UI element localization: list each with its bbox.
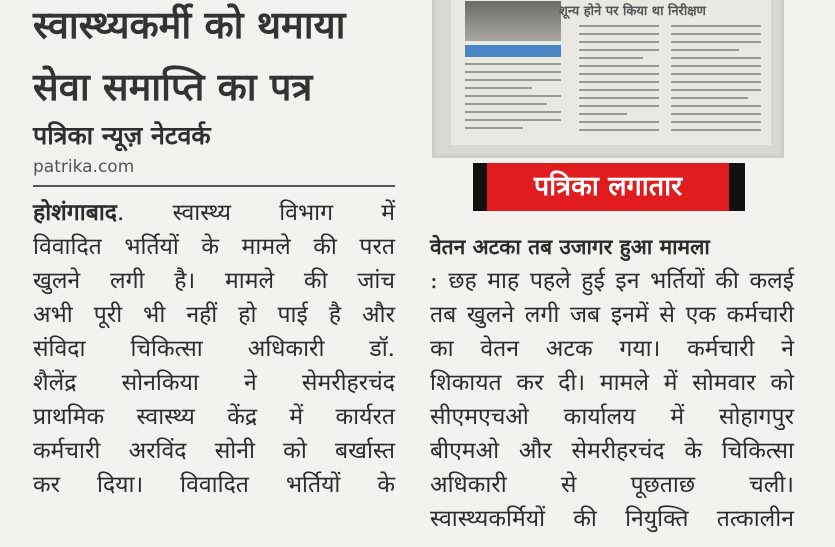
text-line: अधिकारी से पूछताछ चली। [430, 472, 794, 498]
subheading: वेतन अटका तब उजागर हुआ मामला [430, 235, 710, 259]
headline-line-2: सेवा समाप्ति का पत्र [33, 65, 313, 109]
headline-line-1: स्वास्थ्यकर्मी को थमाया [33, 3, 346, 47]
text-line: कर्मचारी अरविंद सोनी को बर्खास्त [33, 438, 395, 464]
inset-newspaper-clipping [432, 0, 784, 158]
text-line: का वेतन अटक गया। कर्मचारी ने [430, 336, 794, 362]
section-badge-label: पत्रिका लगातार [487, 163, 729, 211]
text-line: प्राथमिक स्वास्थ्य केंद्र में कार्यरत [33, 404, 395, 430]
clipping-blue-strip [465, 45, 561, 57]
text-line: तब खुलने लगी जब इनमें से एक कर्मचारी [430, 302, 794, 328]
text-line: शैलेंद्र सोनकिया ने सेमरीहरचंद [33, 370, 395, 396]
text-line: सीएमएचओ कार्यालय में सोहागपुर [430, 404, 794, 430]
byline: पत्रिका न्यूज़ नेटवर्क [33, 121, 211, 150]
clipping-page [451, 0, 771, 145]
article-headline [33, 0, 403, 118]
text-line [33, 196, 395, 230]
section-badge [473, 163, 745, 211]
text-line-rest: . स्वास्थ्य विभाग में [117, 200, 395, 226]
website-credit: patrika.com [33, 157, 135, 177]
text-line: : छह माह पहले हुई इन भर्तियों की कलई [430, 268, 794, 294]
text-line: बीएमओ और सेमरीहरचंद के चिकित्सा [430, 438, 794, 464]
text-line: अभी पूरी भी नहीं हो पाई है और [33, 302, 395, 328]
clipping-text-block [671, 25, 761, 137]
text-line: संविदा चिकित्सा अधिकारी डॉ. [33, 336, 395, 362]
clipping-title: शून्य होने पर किया था निरीक्षण [559, 4, 706, 19]
clipping-text-block [579, 25, 659, 137]
text-line: विवादित भर्तियों के मामले की परत [33, 234, 395, 260]
dateline: होशंगाबाद [33, 199, 118, 226]
text-line: शिकायत कर दी। मामले में सोमवार को [430, 370, 794, 396]
text-line: स्वास्थ्यकर्मियों की नियुक्ति तत्कालीन [430, 506, 794, 532]
text-line: खुलने लगी है। मामले की जांच [33, 268, 395, 294]
clipping-photo [465, 1, 561, 41]
clipping-text-block [465, 63, 561, 135]
byline-divider [33, 185, 395, 187]
text-line: कर दिया। विवादित भर्तियों के [33, 472, 395, 498]
right-article-column [430, 230, 794, 536]
left-article-column [33, 196, 395, 502]
